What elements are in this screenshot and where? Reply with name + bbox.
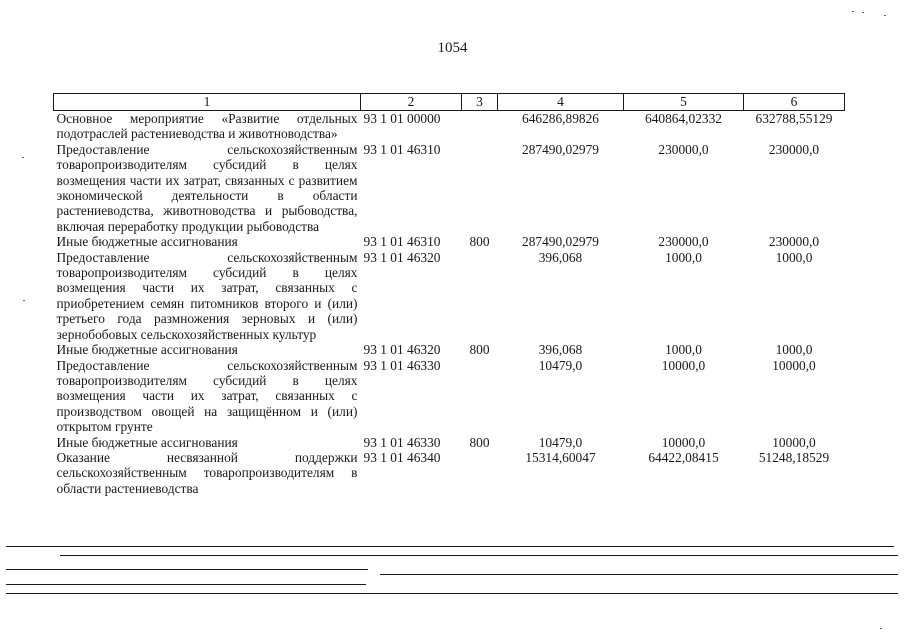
table-row-struck bbox=[54, 450, 845, 496]
header-col-6: 6 bbox=[744, 94, 845, 111]
row-name: Предоставление сельскохозяйственным товаропроизводителям субсидий в целях возмещения части их затрат, связанных с развитием экономической деятельности в области растениеводства, животноводства и рыбоводства, включая переработку продукции рыбоводства bbox=[56, 141, 358, 234]
row-value-col6: 1000,0 bbox=[775, 342, 813, 358]
table-row bbox=[54, 342, 845, 357]
row-type: 800 bbox=[469, 434, 490, 450]
scan-speck bbox=[852, 11, 854, 12]
strike-line bbox=[60, 555, 898, 556]
scan-speck bbox=[862, 12, 864, 13]
row-type bbox=[462, 250, 498, 342]
table-row bbox=[54, 234, 845, 249]
scan-speck bbox=[884, 15, 886, 16]
strike-line bbox=[6, 593, 898, 594]
row-value-col4: 396,068 bbox=[538, 249, 583, 265]
row-value-col6: 632788,55129 bbox=[755, 111, 833, 126]
strike-line bbox=[6, 584, 366, 585]
table-row bbox=[54, 250, 845, 342]
row-code: 93 1 01 46340 bbox=[363, 449, 441, 465]
row-type bbox=[462, 111, 498, 142]
row-name: Предоставление сельскохозяйственным товаропроизводителям субсидий в целях возмещения части их затрат, связанных с производством овощей на защищённом и (или) открытом грунте bbox=[56, 357, 358, 435]
row-name: Основное мероприятие «Развитие отдельных подотраслей растениеводства и животноводства» bbox=[56, 111, 358, 142]
row-value-col6: 230000,0 bbox=[768, 234, 820, 250]
row-code: 93 1 01 46330 bbox=[363, 357, 441, 373]
budget-table bbox=[53, 93, 845, 496]
row-value-col5: 10000,0 bbox=[661, 357, 706, 373]
table-row bbox=[54, 142, 845, 234]
strike-line bbox=[6, 569, 368, 570]
row-code: 93 1 01 46330 bbox=[363, 434, 441, 450]
header-col-5: 5 bbox=[624, 94, 744, 111]
row-value-col5: 64422,08415 bbox=[648, 449, 719, 465]
row-name: Оказание несвязанной поддержки сельскохозяйственным товаропроизводителям в области растениеводства bbox=[56, 449, 358, 496]
row-value-col4: 15314,60047 bbox=[525, 449, 596, 465]
strike-line bbox=[380, 574, 898, 575]
row-type bbox=[462, 142, 498, 234]
row-value-col5: 10000,0 bbox=[661, 434, 706, 450]
row-value-col4: 10479,0 bbox=[538, 357, 583, 373]
row-name: Иные бюджетные ассигнования bbox=[56, 342, 238, 358]
table-row bbox=[54, 358, 845, 435]
row-name: Иные бюджетные ассигнования bbox=[56, 434, 238, 450]
row-code: 93 1 01 46310 bbox=[363, 141, 441, 157]
row-value-col5: 640864,02332 bbox=[645, 111, 722, 126]
table-row bbox=[54, 435, 845, 450]
scan-speck bbox=[23, 300, 25, 301]
row-type: 800 bbox=[469, 342, 490, 358]
row-value-col4: 10479,0 bbox=[538, 434, 583, 450]
row-type: 800 bbox=[469, 234, 490, 250]
row-code: 93 1 01 46320 bbox=[363, 249, 441, 265]
row-code: 93 1 01 00000 bbox=[363, 111, 441, 126]
row-type bbox=[462, 358, 498, 435]
header-col-3: 3 bbox=[462, 94, 498, 111]
header-col-1: 1 bbox=[54, 94, 361, 111]
row-value-col6: 230000,0 bbox=[768, 141, 820, 157]
table-row bbox=[54, 111, 845, 142]
header-col-4: 4 bbox=[498, 94, 624, 111]
row-value-col6: 10000,0 bbox=[772, 357, 816, 373]
row-value-col6: 10000,0 bbox=[772, 434, 816, 450]
row-value-col5: 230000,0 bbox=[658, 141, 709, 157]
row-value-col4: 396,068 bbox=[538, 342, 583, 358]
scan-speck bbox=[22, 157, 24, 158]
row-value-col6: 1000,0 bbox=[775, 249, 813, 265]
row-name: Иные бюджетные ассигнования bbox=[56, 234, 238, 250]
row-value-col5: 1000,0 bbox=[665, 342, 702, 358]
row-name: Предоставление сельскохозяйственным товаропроизводителям субсидий в целях возмещения части их затрат, связанных с приобретением семян питомников второго и (или) третьего года размножения зерновых и (или) зернобобовых сельскохозяйственных культур bbox=[56, 249, 358, 342]
row-value-col6: 51248,18529 bbox=[758, 449, 830, 465]
row-value-col4: 646286,89826 bbox=[522, 111, 599, 126]
header-row bbox=[54, 94, 845, 111]
row-code: 93 1 01 46310 bbox=[363, 234, 441, 250]
row-value-col5: 1000,0 bbox=[665, 249, 702, 265]
page-number: 1054 bbox=[437, 40, 468, 56]
header-col-2: 2 bbox=[361, 94, 462, 111]
row-type bbox=[462, 450, 498, 496]
row-value-col4: 287490,02979 bbox=[522, 234, 599, 250]
scan-speck bbox=[880, 628, 882, 629]
strike-line bbox=[6, 546, 894, 547]
row-code: 93 1 01 46320 bbox=[363, 342, 441, 358]
row-value-col5: 230000,0 bbox=[658, 234, 709, 250]
row-value-col4: 287490,02979 bbox=[522, 141, 599, 157]
